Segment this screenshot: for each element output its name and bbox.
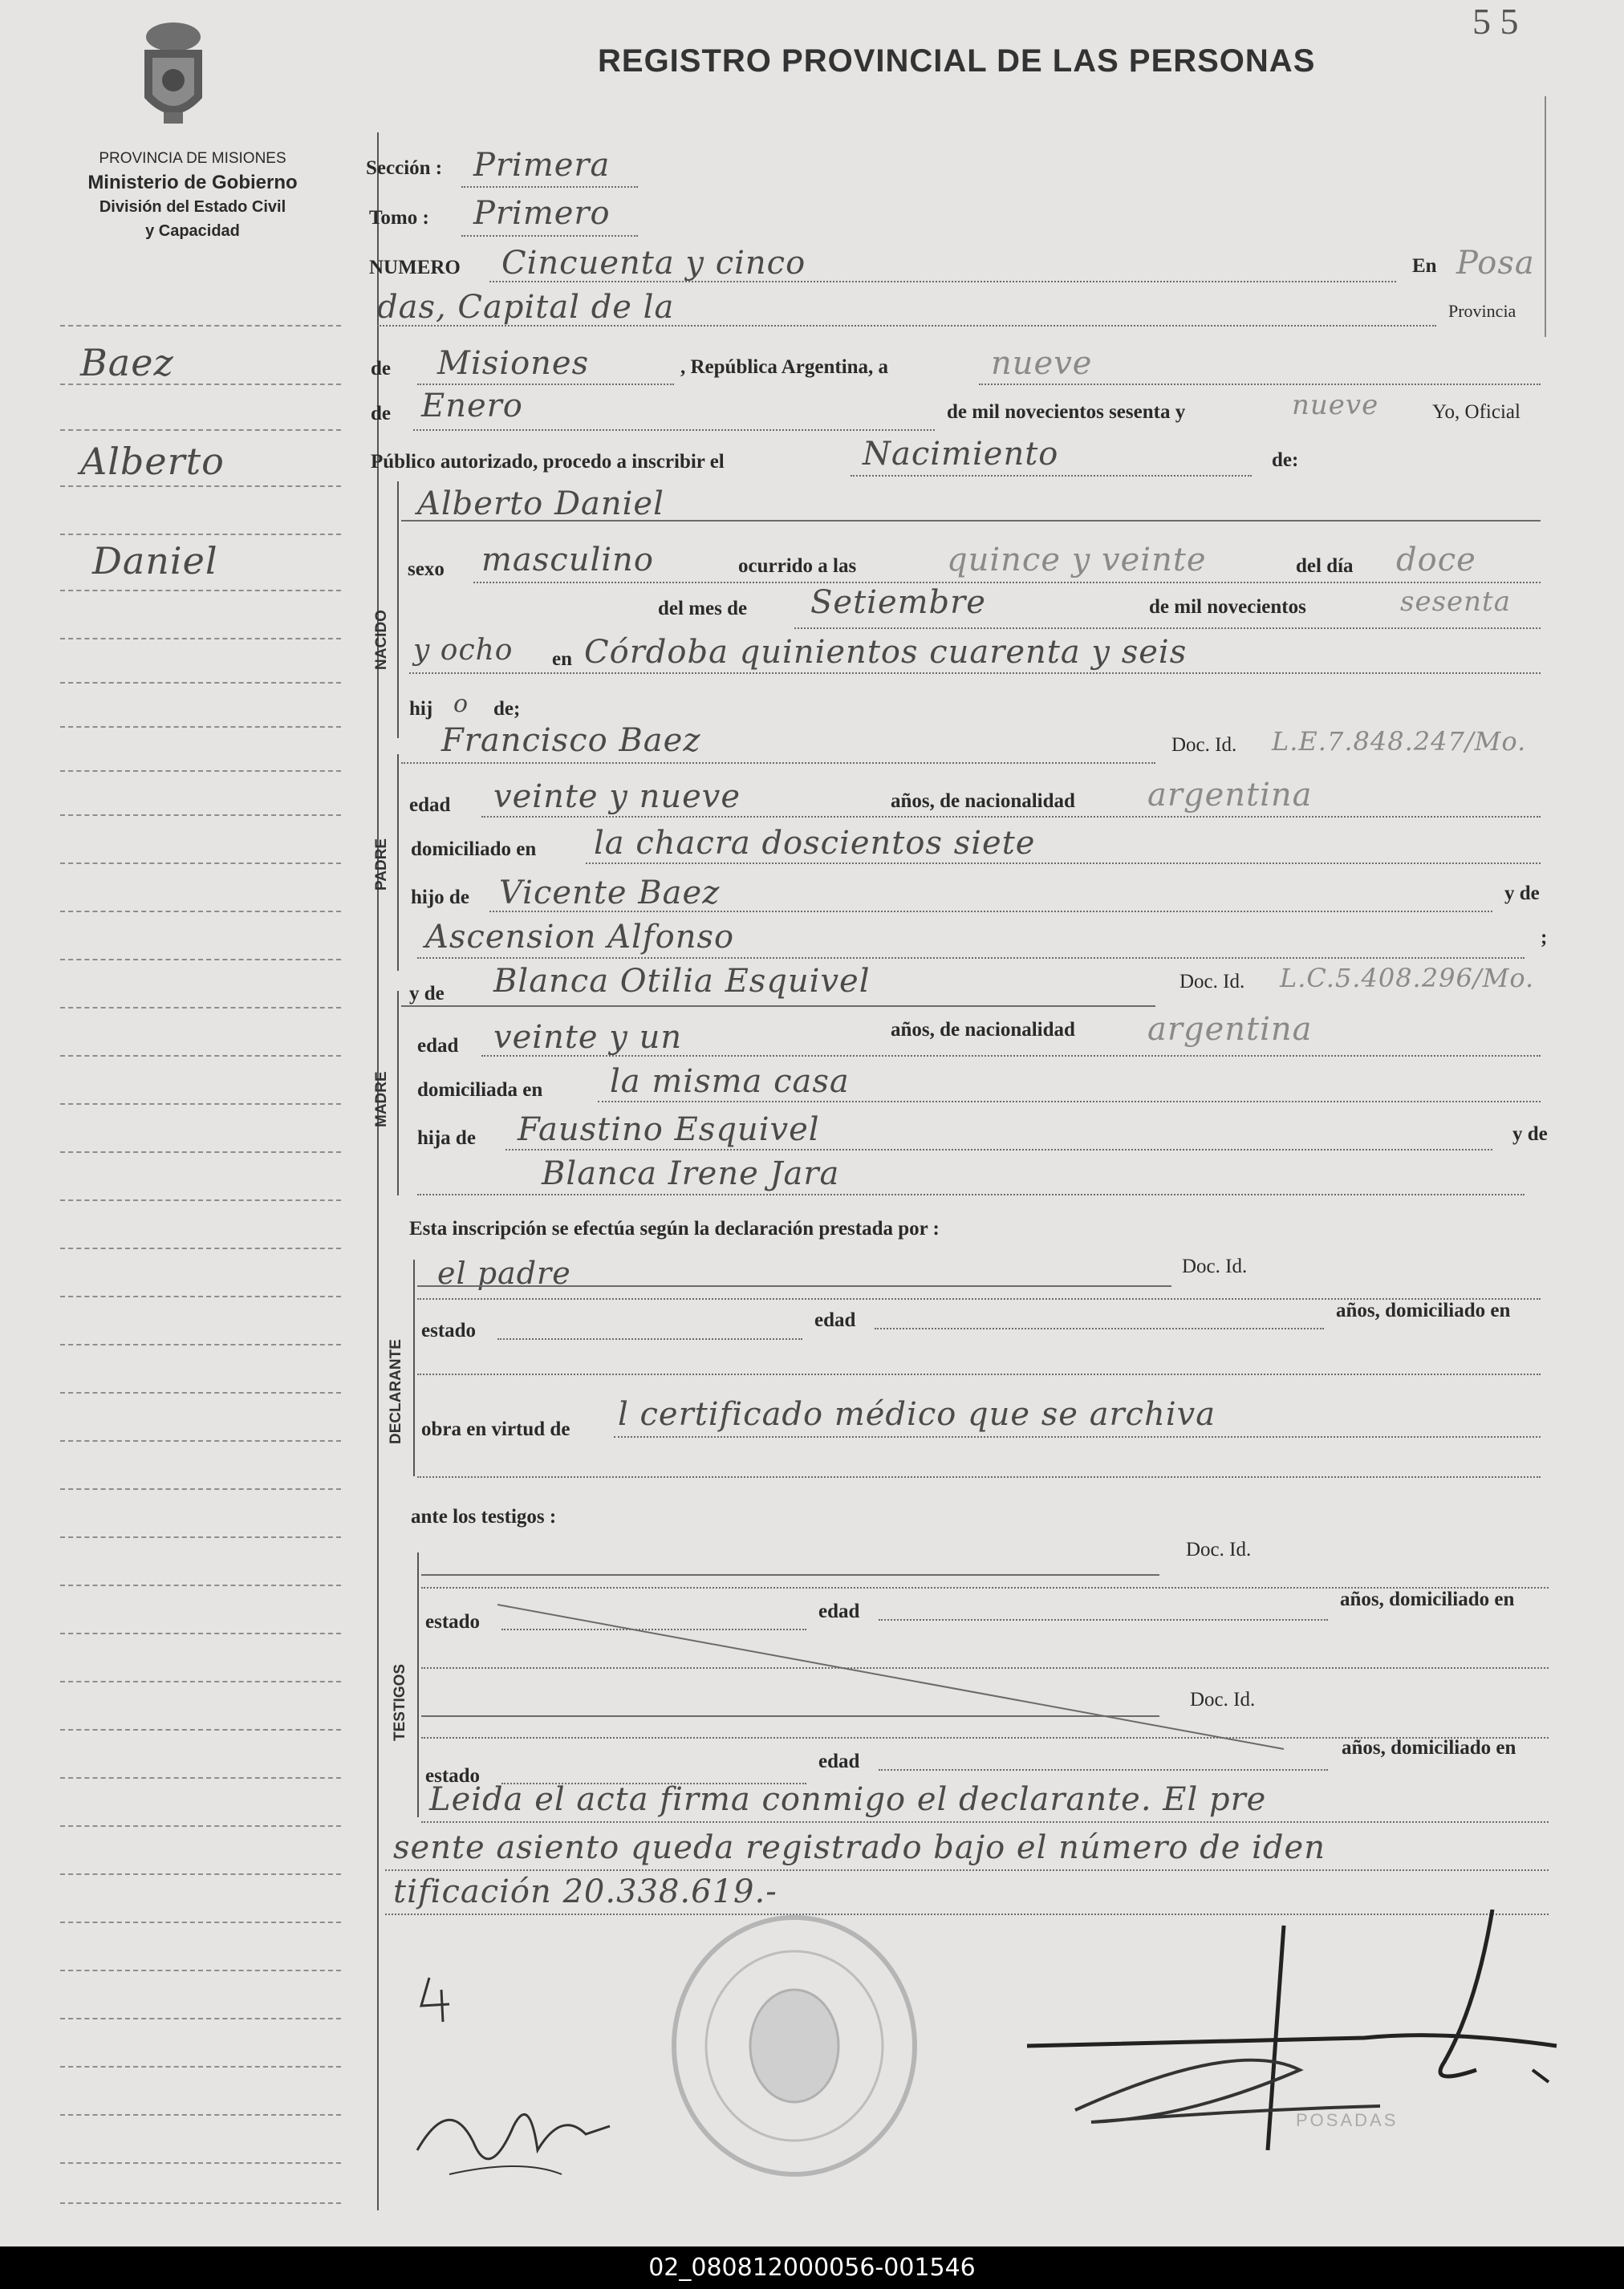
footer-filename: 02_080812000056-001546 <box>0 2246 1624 2289</box>
document-title: REGISTRO PROVINCIAL DE LAS PERSONAS <box>598 43 1316 79</box>
value-madre-nacionalidad: argentina <box>1147 1011 1313 1048</box>
declarante-border <box>413 1260 415 1476</box>
value-lugar: Córdoba quinientos cuarenta y seis <box>584 634 1188 671</box>
label-del-mes: del mes de <box>658 598 748 619</box>
madre-border <box>397 991 399 1195</box>
value-padre-nombre: Francisco Baez <box>441 722 701 759</box>
label-madre-domicilio: domiciliada en <box>417 1079 543 1101</box>
label-padre-hijo-de: hijo de <box>411 887 469 908</box>
value-dia-inscripcion: nueve <box>991 345 1093 382</box>
value-seccion: Primera <box>473 147 611 184</box>
label-publico: Público autorizado, procedo a inscribir el <box>371 451 725 473</box>
label-padre-edad: edad <box>409 794 451 816</box>
label-de-semi: de; <box>493 698 521 720</box>
section-madre: MADRE <box>373 1071 390 1127</box>
main-left-border <box>377 132 379 2210</box>
value-padre-edad: veinte y nueve <box>493 778 741 815</box>
label-testigo1-doc: Doc. Id. <box>1186 1539 1252 1560</box>
official-signature-icon <box>1027 1910 1589 2174</box>
issuer-division: División del Estado Civil <box>99 198 286 216</box>
value-mes: Setiembre <box>810 584 986 621</box>
section-testigos: TESTIGOS <box>392 1663 408 1741</box>
label-ocurrido: ocurrido a las <box>738 555 857 577</box>
section-nacido: NACIDO <box>373 610 390 670</box>
label-testigo2-anos: años, domiciliado en <box>1342 1737 1516 1759</box>
note-line-1: Leida el acta firma conmigo el declarante. El pre <box>429 1781 1267 1818</box>
label-padre-doc: Doc. Id. <box>1171 734 1237 756</box>
value-obra: l certificado médico que se archiva <box>618 1396 1216 1433</box>
label-sexo: sexo <box>408 558 445 580</box>
value-padre-padre: Vicente Baez <box>499 875 721 911</box>
label-de-mil: de mil novecientos sesenta y <box>947 401 1186 423</box>
label-madre-y-de2: y de <box>1512 1123 1548 1145</box>
value-provincia: Misiones <box>437 345 590 382</box>
label-testigo2-estado: estado <box>425 1765 481 1787</box>
value-madre-domicilio: la misma casa <box>610 1063 850 1100</box>
label-declarante-estado: estado <box>421 1320 477 1341</box>
padre-border <box>397 754 399 971</box>
label-provincia: Provincia <box>1448 301 1516 321</box>
label-de-colon: de: <box>1272 449 1299 471</box>
label-declarante-anos: años, domiciliado en <box>1336 1300 1511 1321</box>
label-testigo1-estado: estado <box>425 1611 481 1633</box>
right-border <box>1545 96 1546 337</box>
value-en: Posa <box>1456 245 1535 282</box>
label-tomo: Tomo : <box>369 207 429 229</box>
label-hij: hij <box>409 698 433 720</box>
label-declarante-edad: edad <box>814 1309 856 1331</box>
value-declarante: el padre <box>437 1256 571 1291</box>
coat-of-arms-icon <box>135 18 212 138</box>
label-padre-domicilio: domiciliado en <box>411 838 537 860</box>
value-sexo: masculino <box>481 542 654 578</box>
label-testigo1-edad: edad <box>818 1601 860 1622</box>
label-testigo2-doc: Doc. Id. <box>1190 1689 1256 1711</box>
label-en: En <box>1412 255 1437 277</box>
value-padre-domicilio: la chacra doscientos siete <box>594 825 1036 862</box>
label-madre-nacionalidad: años, de nacionalidad <box>891 1019 1075 1041</box>
label-de-mes: de <box>371 403 391 424</box>
label-ante-testigos: ante los testigos : <box>411 1506 557 1528</box>
value-nombre: Alberto Daniel <box>417 485 664 522</box>
value-padre-madre: Ascension Alfonso <box>425 919 735 956</box>
label-en-lugar: en <box>552 648 572 670</box>
label-yo-oficial: Yo, Oficial <box>1432 401 1520 423</box>
value-hij-suffix: o <box>453 690 469 718</box>
page-number: 5 5 <box>1472 1 1519 42</box>
label-declarante-doc: Doc. Id. <box>1182 1256 1248 1277</box>
value-numero: Cincuenta y cinco <box>501 245 806 282</box>
label-testigo1-anos: años, domiciliado en <box>1340 1589 1515 1610</box>
value-city: das, Capital de la <box>377 289 675 326</box>
margin-surname: Baez <box>80 341 174 384</box>
value-madre-edad: veinte y un <box>493 1019 683 1056</box>
value-anio-inscripcion: nueve <box>1292 389 1379 421</box>
issuer-block <box>44 147 341 243</box>
value-acto: Nacimiento <box>863 436 1059 473</box>
label-padre-y-de: y de <box>1504 883 1540 904</box>
label-madre-hija-de: hija de <box>417 1127 476 1149</box>
label-inscripcion: Esta inscripción se efectúa según la declaración prestada por : <box>409 1218 940 1240</box>
label-obra: obra en virtud de <box>421 1418 570 1440</box>
initial-mark-icon <box>417 1974 465 2030</box>
label-padre-nacionalidad: años, de nacionalidad <box>891 790 1075 812</box>
label-de-provincia: de <box>371 358 391 379</box>
label-madre-y-de: y de <box>409 983 445 1004</box>
value-anio-b: y ocho <box>413 634 514 667</box>
strike-diagonal <box>417 1573 1549 1813</box>
declarant-signature-icon <box>401 2078 642 2190</box>
value-madre-doc: L.C.5.408.296/Mo. <box>1280 963 1535 993</box>
stamp-text: POSADAS <box>1296 2110 1399 2130</box>
section-declarante: DECLARANTE <box>388 1339 404 1444</box>
note-line-3: tificación 20.338.619.- <box>393 1873 777 1910</box>
issuer-capacity: y Capacidad <box>145 222 240 240</box>
label-testigo2-edad: edad <box>818 1751 860 1772</box>
margin-first-name: Alberto <box>80 440 225 483</box>
value-anio-a: sesenta <box>1400 586 1511 618</box>
issuer-province: PROVINCIA DE MISIONES <box>99 150 286 167</box>
label-de-mil-nov: de mil novecientos <box>1149 596 1306 618</box>
value-mes-inscripcion: Enero <box>421 388 523 424</box>
value-hora: quince y veinte <box>947 542 1207 578</box>
label-republica: , República Argentina, a <box>680 356 889 378</box>
label-padre-semicolon: ; <box>1541 927 1548 948</box>
value-tomo: Primero <box>473 195 611 232</box>
value-dia: doce <box>1396 542 1476 578</box>
note-line-2: sente asiento queda registrado bajo el número de iden <box>393 1829 1326 1866</box>
label-del-dia: del día <box>1296 555 1354 577</box>
value-madre-padre: Faustino Esquivel <box>518 1111 820 1148</box>
official-stamp-icon <box>658 1910 931 2182</box>
value-madre-nombre: Blanca Otilia Esquivel <box>493 963 871 1000</box>
value-madre-madre: Blanca Irene Jara <box>542 1155 840 1192</box>
section-padre: PADRE <box>373 838 390 891</box>
value-padre-nacionalidad: argentina <box>1147 777 1313 814</box>
value-padre-doc: L.E.7.848.247/Mo. <box>1272 726 1527 757</box>
label-madre-edad: edad <box>417 1035 459 1057</box>
nacido-border <box>397 481 399 738</box>
label-numero: NUMERO <box>369 257 461 278</box>
issuer-ministry: Ministerio de Gobierno <box>87 172 298 193</box>
label-madre-doc: Doc. Id. <box>1179 971 1245 992</box>
label-seccion: Sección : <box>366 157 443 179</box>
margin-second-name: Daniel <box>92 539 218 582</box>
